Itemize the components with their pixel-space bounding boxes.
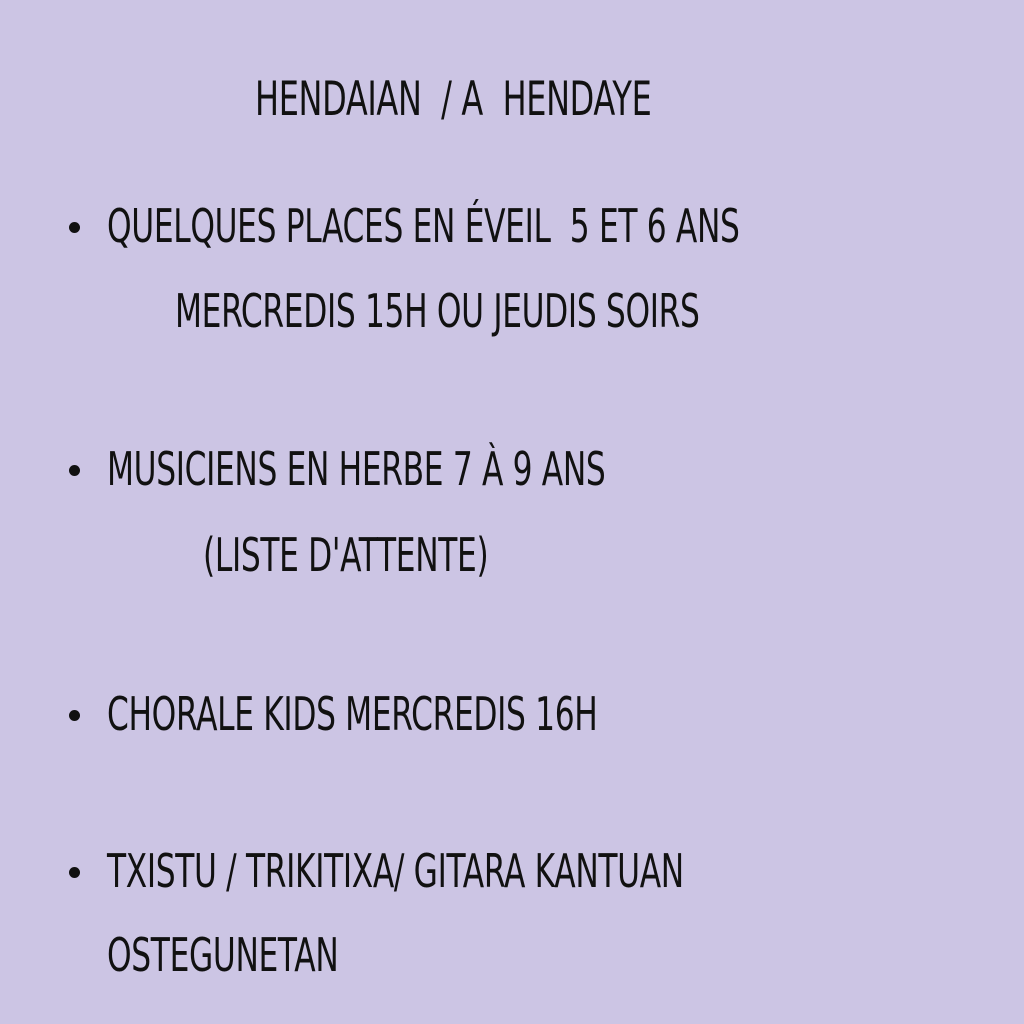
list-item-text: MUSICIENS EN HERBE 7 À 9 ANS — [107, 442, 606, 496]
list-item-subtext: OSTEGUNETAN — [107, 928, 339, 982]
bullet-icon — [69, 867, 80, 878]
bullet-icon — [69, 222, 80, 233]
list-item-text: CHORALE KIDS MERCREDIS 16H — [107, 687, 598, 741]
bullet-icon — [69, 710, 80, 721]
list-item-subtext: (LISTE D'ATTENTE) — [203, 528, 489, 582]
list-item-subtext: MERCREDIS 15H OU JEUDIS SOIRS — [175, 284, 700, 338]
list-item-text: QUELQUES PLACES EN ÉVEIL 5 ET 6 ANS — [107, 199, 740, 253]
list-item-text: TXISTU / TRIKITIXA/ GITARA KANTUAN — [107, 844, 684, 898]
page-title: HENDAIAN / A HENDAYE — [255, 72, 652, 127]
bullet-icon — [69, 465, 80, 476]
